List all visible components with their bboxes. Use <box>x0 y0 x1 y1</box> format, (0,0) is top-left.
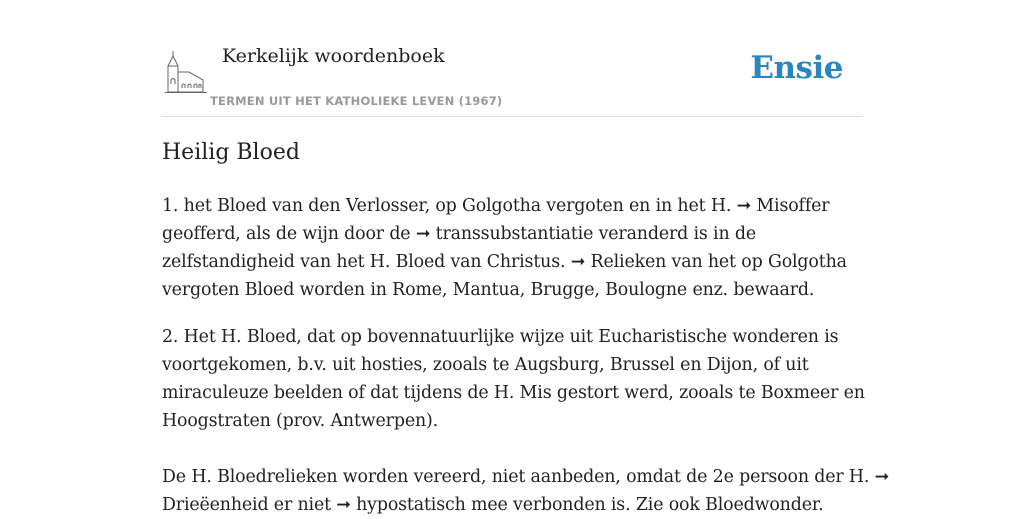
book-subtitle: TERMEN UIT HET KATHOLIEKE LEVEN (1967) <box>210 94 503 108</box>
text-line: De H. Bloedrelieken worden vereerd, niet aanbeden, omdat de 2e persoon der H. ➞ <box>162 467 890 487</box>
entry-paragraph-3 <box>162 463 890 519</box>
text-line: zelfstandigheid van het H. Bloed van Christus. ➞ Relieken van het op Golgotha <box>162 252 847 272</box>
text-line: 1. het Bloed van den Verlosser, op Golgotha vergoten en in het H. ➞ Misoffer <box>162 196 830 216</box>
entry-paragraph-2 <box>162 323 865 435</box>
text-line: voortgekomen, b.v. uit hosties, zooals te Augsburg, Brussel en Dijon, of uit <box>162 355 809 375</box>
entry-paragraph-1 <box>162 192 862 304</box>
site-header <box>162 0 862 117</box>
ensie-logo-link[interactable]: Ensie <box>750 50 843 86</box>
text-line: Drieëenheid er niet ➞ hypostatisch mee verbonden is. Zie ook Bloedwonder. <box>162 495 824 515</box>
text-line: vergoten Bloed worden in Rome, Mantua, Brugge, Boulogne enz. bewaard. <box>162 280 815 300</box>
book-title-link[interactable]: Kerkelijk woordenboek <box>222 45 445 67</box>
text-line: 2. Het H. Bloed, dat op bovennatuurlijke wijze uit Eucharistische wonderen is <box>162 327 839 347</box>
entry-title: Heilig Bloed <box>162 140 300 165</box>
page <box>162 0 890 515</box>
text-line: Hoogstraten (prov. Antwerpen). <box>162 411 439 431</box>
church-icon[interactable] <box>165 50 207 94</box>
text-line: geofferd, als de wijn door de ➞ transsubstantiatie veranderd is in de <box>162 224 757 244</box>
text-line: miraculeuze beelden of dat tijdens de H. Mis gestort werd, zooals te Boxmeer en <box>162 383 865 403</box>
